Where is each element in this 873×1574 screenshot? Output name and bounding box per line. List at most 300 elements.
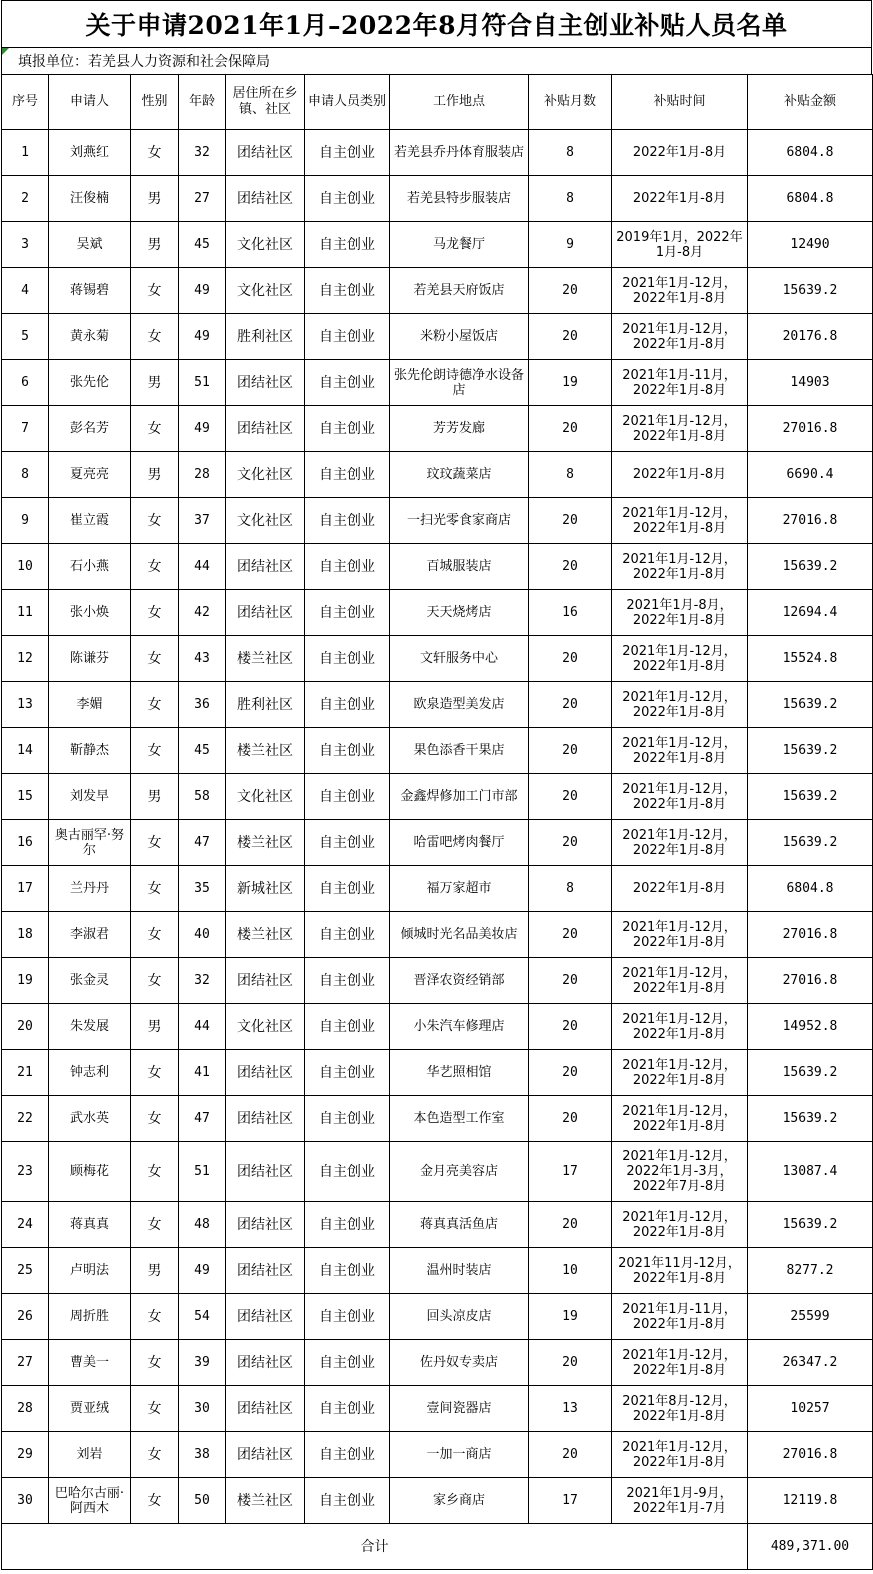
cell-period: 2021年1月-12月，2022年1月-8月 bbox=[612, 728, 748, 774]
cell-period: 2021年1月-12月，2022年1月-8月 bbox=[612, 1096, 748, 1142]
cell-period: 2021年1月-12月，2022年1月-8月 bbox=[612, 544, 748, 590]
cell-months: 13 bbox=[529, 1386, 612, 1432]
cell-amount: 15639.2 bbox=[748, 774, 873, 820]
cell-months: 20 bbox=[529, 958, 612, 1004]
cell-amount: 13087.4 bbox=[748, 1142, 873, 1202]
cell-community: 团结社区 bbox=[226, 1050, 305, 1096]
header-amount: 补贴金额 bbox=[748, 75, 873, 130]
cell-workplace: 一加一商店 bbox=[390, 1432, 529, 1478]
cell-community: 团结社区 bbox=[226, 176, 305, 222]
cell-amount: 14952.8 bbox=[748, 1004, 873, 1050]
cell-community: 胜利社区 bbox=[226, 314, 305, 360]
cell-sex: 女 bbox=[131, 958, 179, 1004]
cell-age: 58 bbox=[179, 774, 226, 820]
cell-age: 41 bbox=[179, 1050, 226, 1096]
cell-name: 刘燕红 bbox=[49, 130, 131, 176]
cell-category: 自主创业 bbox=[305, 268, 390, 314]
cell-period: 2021年1月-12月，2022年1月-8月 bbox=[612, 682, 748, 728]
cell-amount: 6804.8 bbox=[748, 130, 873, 176]
cell-period: 2021年1月-12月，2022年1月-8月 bbox=[612, 1202, 748, 1248]
cell-sex: 女 bbox=[131, 590, 179, 636]
cell-period: 2021年1月-12月，2022年1月-8月 bbox=[612, 636, 748, 682]
cell-workplace: 米粉小屋饭店 bbox=[390, 314, 529, 360]
cell-category: 自主创业 bbox=[305, 1432, 390, 1478]
cell-sex: 女 bbox=[131, 682, 179, 728]
cell-workplace: 哈雷吧烤肉餐厅 bbox=[390, 820, 529, 866]
cell-months: 8 bbox=[529, 452, 612, 498]
cell-months: 17 bbox=[529, 1142, 612, 1202]
cell-period: 2021年1月-12月，2022年1月-8月 bbox=[612, 820, 748, 866]
table-header-row bbox=[2, 75, 873, 130]
cell-months: 20 bbox=[529, 1096, 612, 1142]
header-age: 年龄 bbox=[179, 75, 226, 130]
cell-age: 51 bbox=[179, 1142, 226, 1202]
cell-name: 张小焕 bbox=[49, 590, 131, 636]
cell-sex: 女 bbox=[131, 866, 179, 912]
table-row bbox=[2, 774, 873, 820]
cell-no: 19 bbox=[2, 958, 49, 1004]
cell-sex: 男 bbox=[131, 360, 179, 406]
cell-name: 汪俊楠 bbox=[49, 176, 131, 222]
cell-workplace: 一扫光零食家商店 bbox=[390, 498, 529, 544]
cell-name: 靳静杰 bbox=[49, 728, 131, 774]
cell-no: 12 bbox=[2, 636, 49, 682]
cell-category: 自主创业 bbox=[305, 360, 390, 406]
cell-amount: 6690.4 bbox=[748, 452, 873, 498]
cell-no: 7 bbox=[2, 406, 49, 452]
cell-age: 37 bbox=[179, 498, 226, 544]
cell-workplace: 晋泽农资经销部 bbox=[390, 958, 529, 1004]
header-workplace: 工作地点 bbox=[390, 75, 529, 130]
cell-months: 20 bbox=[529, 406, 612, 452]
cell-age: 47 bbox=[179, 1096, 226, 1142]
cell-name: 钟志利 bbox=[49, 1050, 131, 1096]
table-row bbox=[2, 360, 873, 406]
table-row bbox=[2, 130, 873, 176]
cell-workplace: 若羌县特步服装店 bbox=[390, 176, 529, 222]
cell-name: 蒋锡碧 bbox=[49, 268, 131, 314]
cell-period: 2021年1月-12月，2022年1月-8月 bbox=[612, 1340, 748, 1386]
cell-name: 卢明法 bbox=[49, 1248, 131, 1294]
cell-category: 自主创业 bbox=[305, 452, 390, 498]
cell-category: 自主创业 bbox=[305, 1294, 390, 1340]
cell-community: 团结社区 bbox=[226, 958, 305, 1004]
cell-category: 自主创业 bbox=[305, 1340, 390, 1386]
cell-category: 自主创业 bbox=[305, 1142, 390, 1202]
cell-community: 文化社区 bbox=[226, 498, 305, 544]
cell-sex: 女 bbox=[131, 406, 179, 452]
cell-amount: 15639.2 bbox=[748, 544, 873, 590]
cell-months: 20 bbox=[529, 912, 612, 958]
table-row bbox=[2, 1432, 873, 1478]
cell-workplace: 玟玟蔬菜店 bbox=[390, 452, 529, 498]
cell-community: 团结社区 bbox=[226, 1386, 305, 1432]
cell-category: 自主创业 bbox=[305, 590, 390, 636]
cell-no: 4 bbox=[2, 268, 49, 314]
cell-community: 文化社区 bbox=[226, 774, 305, 820]
header-period: 补贴时间 bbox=[612, 75, 748, 130]
cell-workplace: 若羌县乔丹体育服装店 bbox=[390, 130, 529, 176]
cell-period: 2021年1月-12月，2022年1月-8月 bbox=[612, 498, 748, 544]
cell-months: 20 bbox=[529, 682, 612, 728]
table-row bbox=[2, 314, 873, 360]
cell-no: 3 bbox=[2, 222, 49, 268]
page-title: 关于申请2021年1月–2022年8月符合自主创业补贴人员名单 bbox=[1, 0, 872, 47]
table-row bbox=[2, 728, 873, 774]
cell-no: 10 bbox=[2, 544, 49, 590]
cell-name: 巴哈尔古丽·阿西木 bbox=[49, 1478, 131, 1524]
cell-months: 20 bbox=[529, 268, 612, 314]
cell-workplace: 倾城时光名品美妆店 bbox=[390, 912, 529, 958]
cell-sex: 女 bbox=[131, 820, 179, 866]
table-row bbox=[2, 1202, 873, 1248]
cell-no: 2 bbox=[2, 176, 49, 222]
table-row bbox=[2, 820, 873, 866]
cell-workplace: 天天烧烤店 bbox=[390, 590, 529, 636]
cell-category: 自主创业 bbox=[305, 866, 390, 912]
cell-name: 陈谦芬 bbox=[49, 636, 131, 682]
table-row bbox=[2, 866, 873, 912]
table-row bbox=[2, 1004, 873, 1050]
cell-community: 楼兰社区 bbox=[226, 820, 305, 866]
cell-period: 2021年1月-12月，2022年1月-8月 bbox=[612, 1004, 748, 1050]
cell-age: 28 bbox=[179, 452, 226, 498]
cell-sex: 女 bbox=[131, 130, 179, 176]
cell-period: 2022年1月-8月 bbox=[612, 866, 748, 912]
cell-name: 周折胜 bbox=[49, 1294, 131, 1340]
cell-amount: 12694.4 bbox=[748, 590, 873, 636]
cell-name: 曹美一 bbox=[49, 1340, 131, 1386]
cell-age: 44 bbox=[179, 544, 226, 590]
cell-period: 2021年1月-11月，2022年1月-8月 bbox=[612, 1294, 748, 1340]
cell-sex: 女 bbox=[131, 1478, 179, 1524]
cell-sex: 女 bbox=[131, 268, 179, 314]
cell-no: 24 bbox=[2, 1202, 49, 1248]
cell-months: 20 bbox=[529, 314, 612, 360]
table-row bbox=[2, 406, 873, 452]
cell-community: 团结社区 bbox=[226, 1096, 305, 1142]
cell-workplace: 芳芳发廊 bbox=[390, 406, 529, 452]
cell-name: 石小燕 bbox=[49, 544, 131, 590]
cell-category: 自主创业 bbox=[305, 682, 390, 728]
header-community: 居住所在乡镇、社区 bbox=[226, 75, 305, 130]
cell-category: 自主创业 bbox=[305, 498, 390, 544]
cell-months: 20 bbox=[529, 1050, 612, 1096]
table-row bbox=[2, 1478, 873, 1524]
cell-workplace: 果色添香干果店 bbox=[390, 728, 529, 774]
cell-sex: 男 bbox=[131, 1248, 179, 1294]
cell-community: 团结社区 bbox=[226, 406, 305, 452]
cell-age: 44 bbox=[179, 1004, 226, 1050]
cell-community: 胜利社区 bbox=[226, 682, 305, 728]
table-row bbox=[2, 268, 873, 314]
cell-no: 26 bbox=[2, 1294, 49, 1340]
cell-no: 14 bbox=[2, 728, 49, 774]
cell-amount: 15639.2 bbox=[748, 1202, 873, 1248]
table-row bbox=[2, 1386, 873, 1432]
subsidy-sheet bbox=[1, 0, 872, 1570]
cell-amount: 25599 bbox=[748, 1294, 873, 1340]
cell-sex: 女 bbox=[131, 636, 179, 682]
cell-no: 13 bbox=[2, 682, 49, 728]
cell-no: 27 bbox=[2, 1340, 49, 1386]
table-row bbox=[2, 1142, 873, 1202]
cell-workplace: 壹间瓷器店 bbox=[390, 1386, 529, 1432]
cell-sex: 男 bbox=[131, 176, 179, 222]
table-row bbox=[2, 636, 873, 682]
cell-amount: 15639.2 bbox=[748, 728, 873, 774]
cell-community: 团结社区 bbox=[226, 360, 305, 406]
cell-period: 2019年1月，2022年1月-8月 bbox=[612, 222, 748, 268]
cell-age: 54 bbox=[179, 1294, 226, 1340]
cell-name: 兰丹丹 bbox=[49, 866, 131, 912]
cell-period: 2021年1月-12月，2022年1月-3月，2022年7月-8月 bbox=[612, 1142, 748, 1202]
cell-community: 文化社区 bbox=[226, 268, 305, 314]
cell-workplace: 欧泉造型美发店 bbox=[390, 682, 529, 728]
cell-age: 42 bbox=[179, 590, 226, 636]
cell-workplace: 家乡商店 bbox=[390, 1478, 529, 1524]
cell-no: 25 bbox=[2, 1248, 49, 1294]
cell-community: 文化社区 bbox=[226, 452, 305, 498]
cell-category: 自主创业 bbox=[305, 728, 390, 774]
cell-period: 2021年11月-12月，2022年1月-8月 bbox=[612, 1248, 748, 1294]
cell-amount: 15639.2 bbox=[748, 820, 873, 866]
cell-name: 张金灵 bbox=[49, 958, 131, 1004]
cell-months: 20 bbox=[529, 728, 612, 774]
cell-no: 1 bbox=[2, 130, 49, 176]
cell-name: 吴斌 bbox=[49, 222, 131, 268]
cell-period: 2021年1月-12月，2022年1月-8月 bbox=[612, 268, 748, 314]
cell-workplace: 本色造型工作室 bbox=[390, 1096, 529, 1142]
cell-period: 2021年1月-12月，2022年1月-8月 bbox=[612, 1050, 748, 1096]
cell-workplace: 回头凉皮店 bbox=[390, 1294, 529, 1340]
cell-workplace: 张先伦朗诗德净水设备店 bbox=[390, 360, 529, 406]
cell-name: 奥古丽罕·努尔 bbox=[49, 820, 131, 866]
cell-age: 49 bbox=[179, 1248, 226, 1294]
cell-period: 2021年1月-8月，2022年1月-8月 bbox=[612, 590, 748, 636]
cell-sex: 女 bbox=[131, 1432, 179, 1478]
cell-period: 2021年1月-12月，2022年1月-8月 bbox=[612, 912, 748, 958]
cell-category: 自主创业 bbox=[305, 1386, 390, 1432]
cell-no: 22 bbox=[2, 1096, 49, 1142]
cell-amount: 20176.8 bbox=[748, 314, 873, 360]
cell-period: 2021年1月-12月，2022年1月-8月 bbox=[612, 314, 748, 360]
cell-amount: 27016.8 bbox=[748, 406, 873, 452]
table-row bbox=[2, 1340, 873, 1386]
cell-age: 38 bbox=[179, 1432, 226, 1478]
cell-age: 48 bbox=[179, 1202, 226, 1248]
cell-sex: 女 bbox=[131, 1202, 179, 1248]
cell-no: 6 bbox=[2, 360, 49, 406]
cell-sex: 女 bbox=[131, 1050, 179, 1096]
cell-no: 30 bbox=[2, 1478, 49, 1524]
total-label: 合计 bbox=[2, 1524, 748, 1570]
table-row bbox=[2, 498, 873, 544]
cell-no: 18 bbox=[2, 912, 49, 958]
cell-no: 9 bbox=[2, 498, 49, 544]
cell-age: 30 bbox=[179, 1386, 226, 1432]
cell-comment-marker bbox=[2, 48, 9, 55]
cell-community: 团结社区 bbox=[226, 1432, 305, 1478]
cell-category: 自主创业 bbox=[305, 406, 390, 452]
cell-community: 团结社区 bbox=[226, 1340, 305, 1386]
cell-age: 45 bbox=[179, 222, 226, 268]
cell-age: 39 bbox=[179, 1340, 226, 1386]
header-months: 补贴月数 bbox=[529, 75, 612, 130]
cell-months: 8 bbox=[529, 866, 612, 912]
cell-age: 32 bbox=[179, 130, 226, 176]
cell-months: 16 bbox=[529, 590, 612, 636]
table-row bbox=[2, 452, 873, 498]
cell-amount: 10257 bbox=[748, 1386, 873, 1432]
cell-amount: 27016.8 bbox=[748, 958, 873, 1004]
cell-workplace: 温州时装店 bbox=[390, 1248, 529, 1294]
cell-months: 8 bbox=[529, 130, 612, 176]
cell-workplace: 若羌县天府饭店 bbox=[390, 268, 529, 314]
cell-period: 2021年1月-12月，2022年1月-8月 bbox=[612, 1432, 748, 1478]
cell-category: 自主创业 bbox=[305, 636, 390, 682]
cell-months: 20 bbox=[529, 1432, 612, 1478]
cell-workplace: 小朱汽车修理店 bbox=[390, 1004, 529, 1050]
cell-period: 2021年1月-12月，2022年1月-8月 bbox=[612, 406, 748, 452]
cell-amount: 14903 bbox=[748, 360, 873, 406]
cell-sex: 男 bbox=[131, 774, 179, 820]
table-row bbox=[2, 1294, 873, 1340]
cell-amount: 15639.2 bbox=[748, 1096, 873, 1142]
cell-name: 李淑君 bbox=[49, 912, 131, 958]
cell-sex: 女 bbox=[131, 498, 179, 544]
cell-name: 李媚 bbox=[49, 682, 131, 728]
cell-sex: 女 bbox=[131, 1340, 179, 1386]
cell-community: 楼兰社区 bbox=[226, 728, 305, 774]
cell-name: 彭名芳 bbox=[49, 406, 131, 452]
cell-months: 8 bbox=[529, 176, 612, 222]
cell-category: 自主创业 bbox=[305, 222, 390, 268]
cell-period: 2021年1月-11月，2022年1月-8月 bbox=[612, 360, 748, 406]
table-row bbox=[2, 590, 873, 636]
cell-months: 20 bbox=[529, 774, 612, 820]
cell-name: 刘发早 bbox=[49, 774, 131, 820]
cell-amount: 8277.2 bbox=[748, 1248, 873, 1294]
header-sex: 性别 bbox=[131, 75, 179, 130]
cell-sex: 男 bbox=[131, 222, 179, 268]
cell-sex: 男 bbox=[131, 1004, 179, 1050]
cell-category: 自主创业 bbox=[305, 544, 390, 590]
cell-no: 21 bbox=[2, 1050, 49, 1096]
header-category: 申请人员类别 bbox=[305, 75, 390, 130]
cell-workplace: 马龙餐厅 bbox=[390, 222, 529, 268]
cell-age: 35 bbox=[179, 866, 226, 912]
cell-amount: 12119.8 bbox=[748, 1478, 873, 1524]
cell-age: 36 bbox=[179, 682, 226, 728]
cell-category: 自主创业 bbox=[305, 912, 390, 958]
cell-name: 朱发展 bbox=[49, 1004, 131, 1050]
table-row bbox=[2, 912, 873, 958]
cell-months: 20 bbox=[529, 544, 612, 590]
cell-no: 23 bbox=[2, 1142, 49, 1202]
cell-months: 19 bbox=[529, 360, 612, 406]
cell-workplace: 文轩服务中心 bbox=[390, 636, 529, 682]
cell-sex: 女 bbox=[131, 728, 179, 774]
cell-category: 自主创业 bbox=[305, 958, 390, 1004]
cell-workplace: 金月亮美容店 bbox=[390, 1142, 529, 1202]
cell-category: 自主创业 bbox=[305, 1096, 390, 1142]
cell-category: 自主创业 bbox=[305, 130, 390, 176]
cell-workplace: 华艺照相馆 bbox=[390, 1050, 529, 1096]
cell-age: 40 bbox=[179, 912, 226, 958]
cell-no: 11 bbox=[2, 590, 49, 636]
header-name: 申请人 bbox=[49, 75, 131, 130]
reporting-unit-label: 填报单位：若羌县人力资源和社会保障局 bbox=[18, 54, 270, 70]
cell-category: 自主创业 bbox=[305, 1050, 390, 1096]
table-row bbox=[2, 176, 873, 222]
cell-months: 20 bbox=[529, 498, 612, 544]
cell-age: 43 bbox=[179, 636, 226, 682]
cell-amount: 27016.8 bbox=[748, 912, 873, 958]
cell-sex: 女 bbox=[131, 314, 179, 360]
cell-community: 楼兰社区 bbox=[226, 636, 305, 682]
cell-community: 团结社区 bbox=[226, 590, 305, 636]
cell-workplace: 金鑫焊修加工门市部 bbox=[390, 774, 529, 820]
cell-community: 团结社区 bbox=[226, 1248, 305, 1294]
cell-name: 崔立霞 bbox=[49, 498, 131, 544]
cell-period: 2021年1月-12月，2022年1月-8月 bbox=[612, 774, 748, 820]
applicant-table bbox=[1, 74, 873, 1570]
cell-age: 49 bbox=[179, 314, 226, 360]
cell-amount: 27016.8 bbox=[748, 1432, 873, 1478]
cell-community: 文化社区 bbox=[226, 222, 305, 268]
cell-period: 2021年1月-9月，2022年1月-7月 bbox=[612, 1478, 748, 1524]
cell-months: 20 bbox=[529, 1202, 612, 1248]
cell-name: 张先伦 bbox=[49, 360, 131, 406]
cell-category: 自主创业 bbox=[305, 1478, 390, 1524]
cell-community: 文化社区 bbox=[226, 1004, 305, 1050]
cell-months: 20 bbox=[529, 820, 612, 866]
cell-sex: 女 bbox=[131, 1142, 179, 1202]
cell-age: 47 bbox=[179, 820, 226, 866]
cell-sex: 女 bbox=[131, 912, 179, 958]
cell-no: 5 bbox=[2, 314, 49, 360]
cell-amount: 27016.8 bbox=[748, 498, 873, 544]
cell-category: 自主创业 bbox=[305, 176, 390, 222]
total-row bbox=[2, 1524, 873, 1570]
table-row bbox=[2, 1096, 873, 1142]
cell-months: 10 bbox=[529, 1248, 612, 1294]
cell-age: 50 bbox=[179, 1478, 226, 1524]
cell-no: 28 bbox=[2, 1386, 49, 1432]
cell-community: 楼兰社区 bbox=[226, 1478, 305, 1524]
cell-no: 17 bbox=[2, 866, 49, 912]
table-row bbox=[2, 958, 873, 1004]
cell-period: 2022年1月-8月 bbox=[612, 176, 748, 222]
cell-category: 自主创业 bbox=[305, 774, 390, 820]
cell-age: 49 bbox=[179, 406, 226, 452]
cell-community: 团结社区 bbox=[226, 544, 305, 590]
cell-months: 20 bbox=[529, 636, 612, 682]
cell-name: 蒋真真 bbox=[49, 1202, 131, 1248]
cell-months: 9 bbox=[529, 222, 612, 268]
cell-period: 2021年8月-12月，2022年1月-8月 bbox=[612, 1386, 748, 1432]
cell-months: 20 bbox=[529, 1340, 612, 1386]
cell-no: 15 bbox=[2, 774, 49, 820]
cell-age: 27 bbox=[179, 176, 226, 222]
table-row bbox=[2, 222, 873, 268]
cell-community: 团结社区 bbox=[226, 1202, 305, 1248]
cell-sex: 女 bbox=[131, 544, 179, 590]
total-amount: 489,371.00 bbox=[748, 1524, 873, 1570]
cell-age: 49 bbox=[179, 268, 226, 314]
cell-period: 2021年1月-12月，2022年1月-8月 bbox=[612, 958, 748, 1004]
